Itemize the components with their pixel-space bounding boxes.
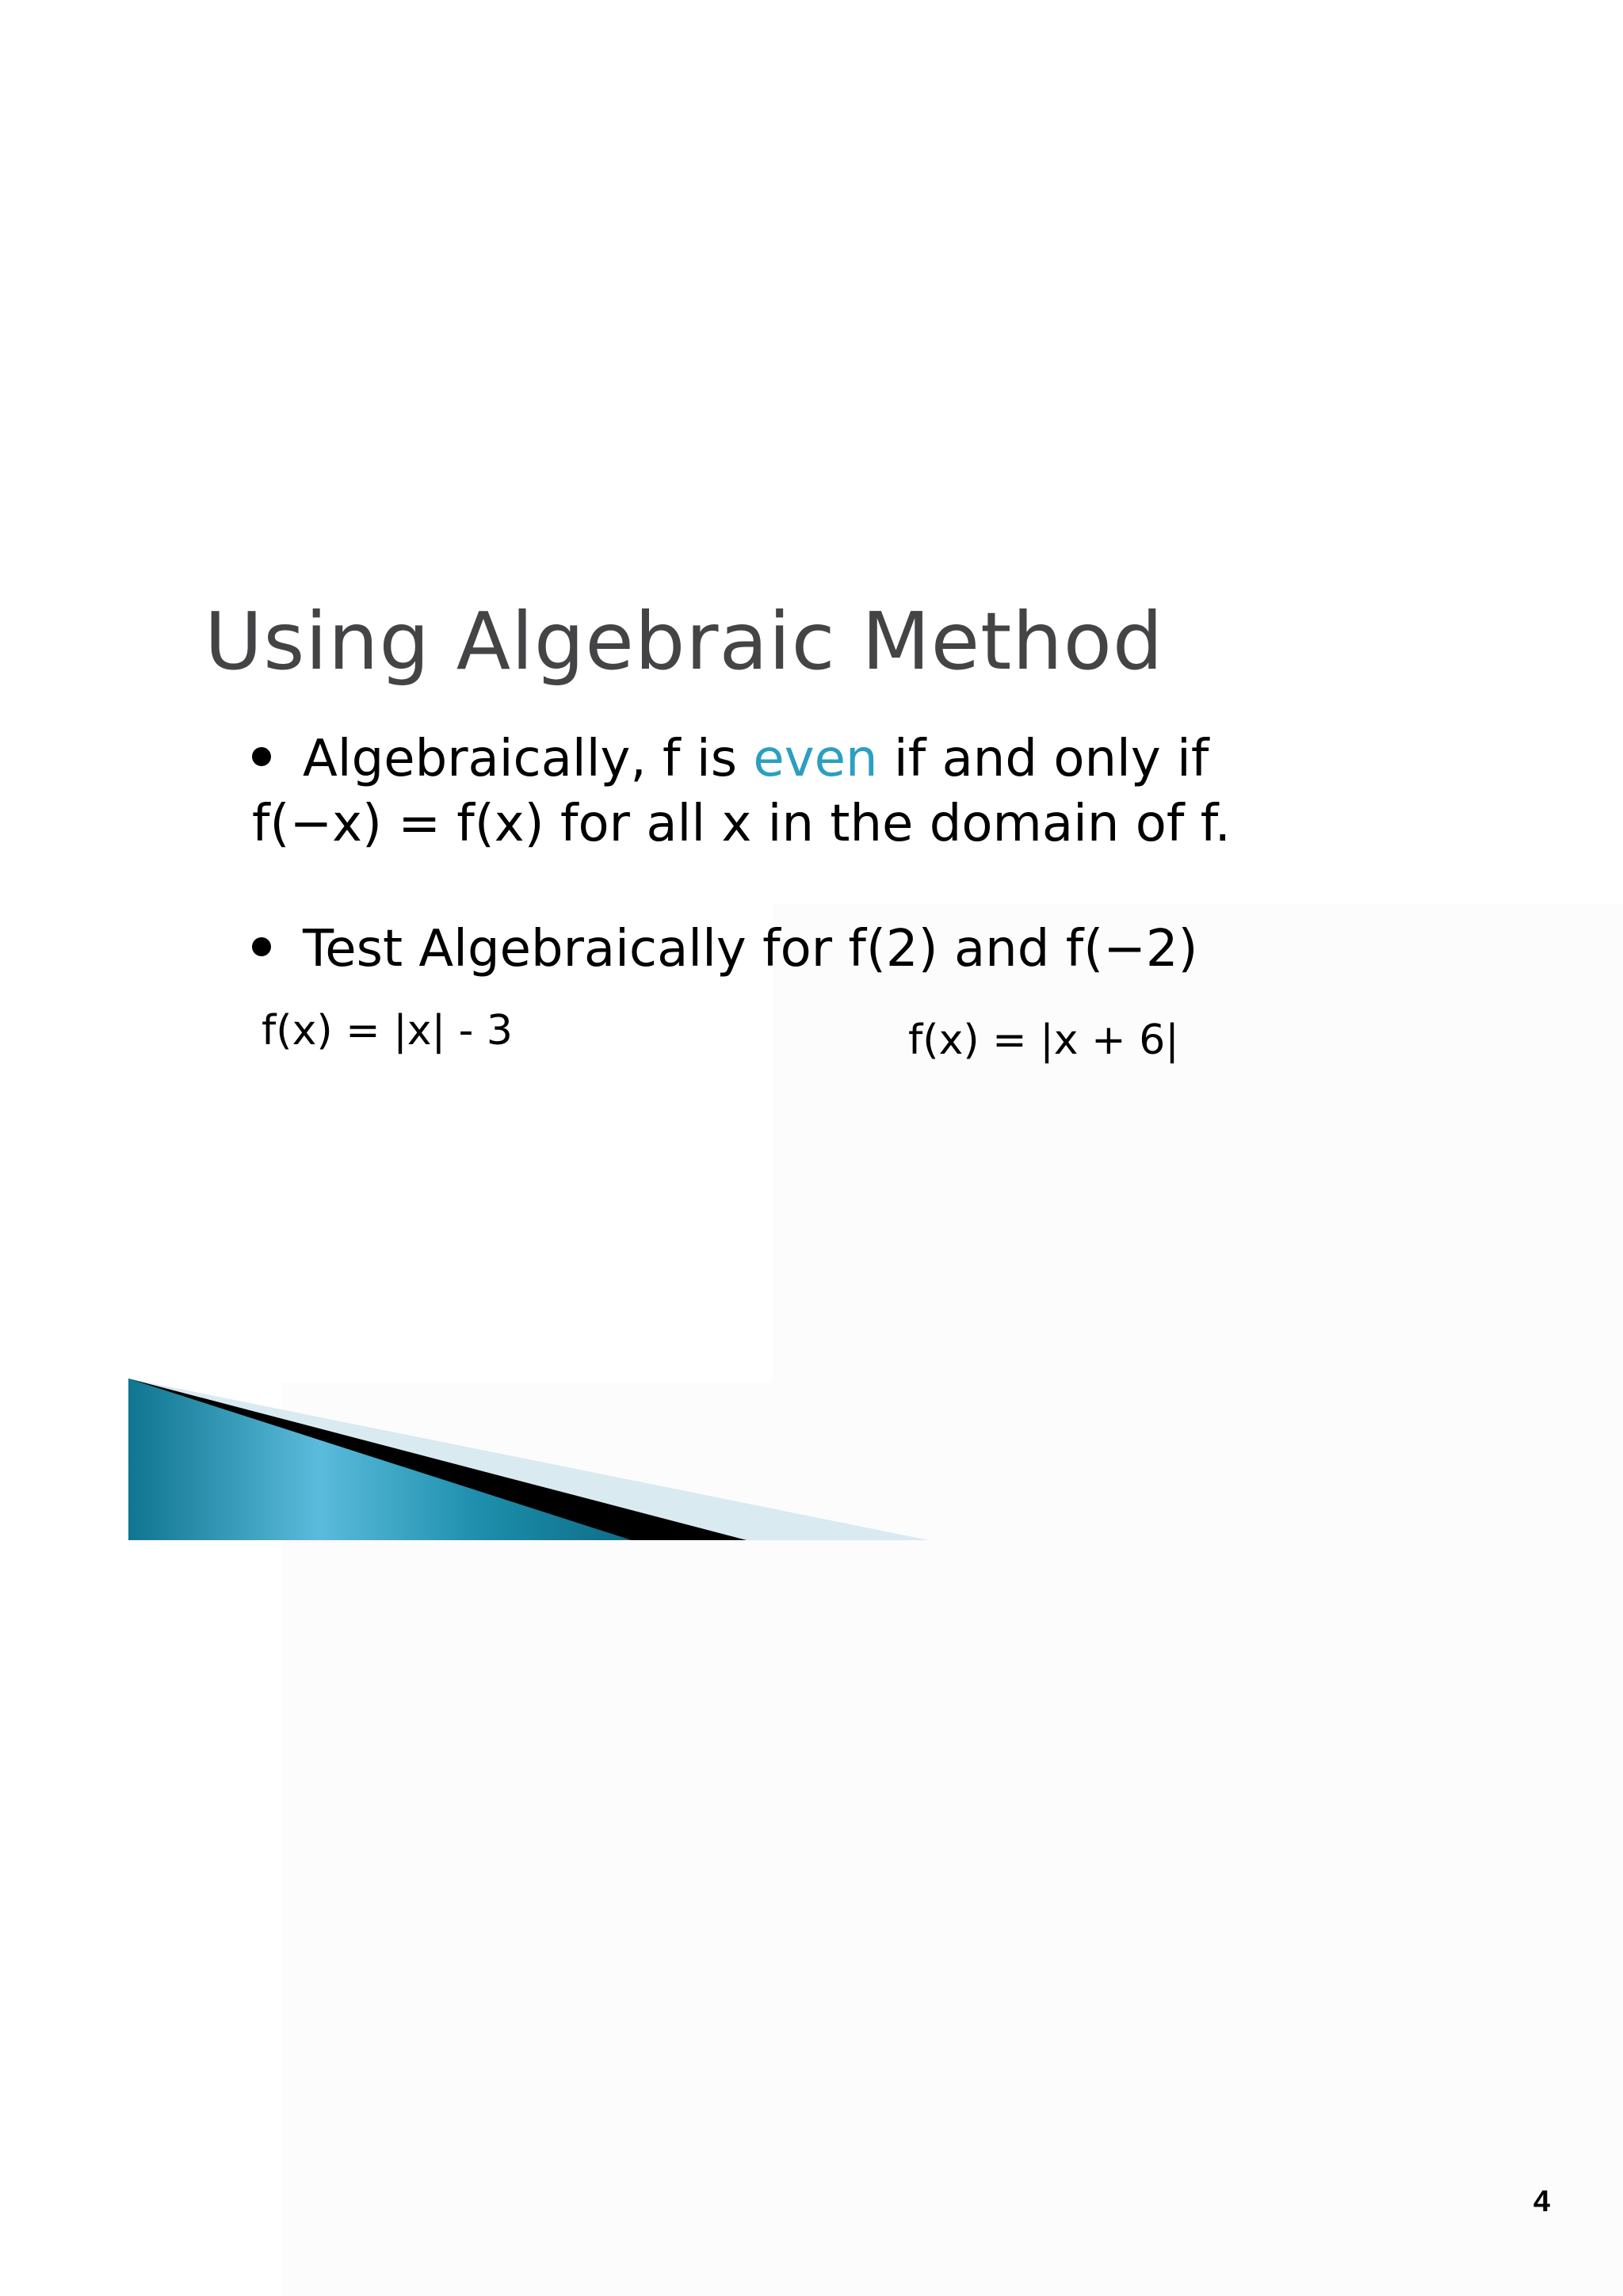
bullet-text: Test Algebraically for f(2) and f(−2) xyxy=(303,920,1198,978)
bullet-even-definition xyxy=(252,729,1209,790)
page-number: 4 xyxy=(1533,2185,1550,2218)
bullet-icon xyxy=(252,747,271,766)
bullet-text-after: if and only if xyxy=(877,730,1209,788)
bullet-icon xyxy=(252,937,271,956)
formula-right: f(x) = |x + 6| xyxy=(908,1016,1179,1064)
decorative-wedge-graphic xyxy=(128,1379,937,1545)
formula-left: f(x) = |x| - 3 xyxy=(262,1007,514,1055)
highlight-word-even: even xyxy=(753,730,878,788)
bullet-continuation: f(−x) = f(x) for all x in the domain of f. xyxy=(252,795,1231,853)
bullet-text-before: Algebraically, f is xyxy=(303,730,754,788)
bullet-test-algebraically xyxy=(252,919,1198,980)
slide-title: Using Algebraic Method xyxy=(204,595,1164,688)
